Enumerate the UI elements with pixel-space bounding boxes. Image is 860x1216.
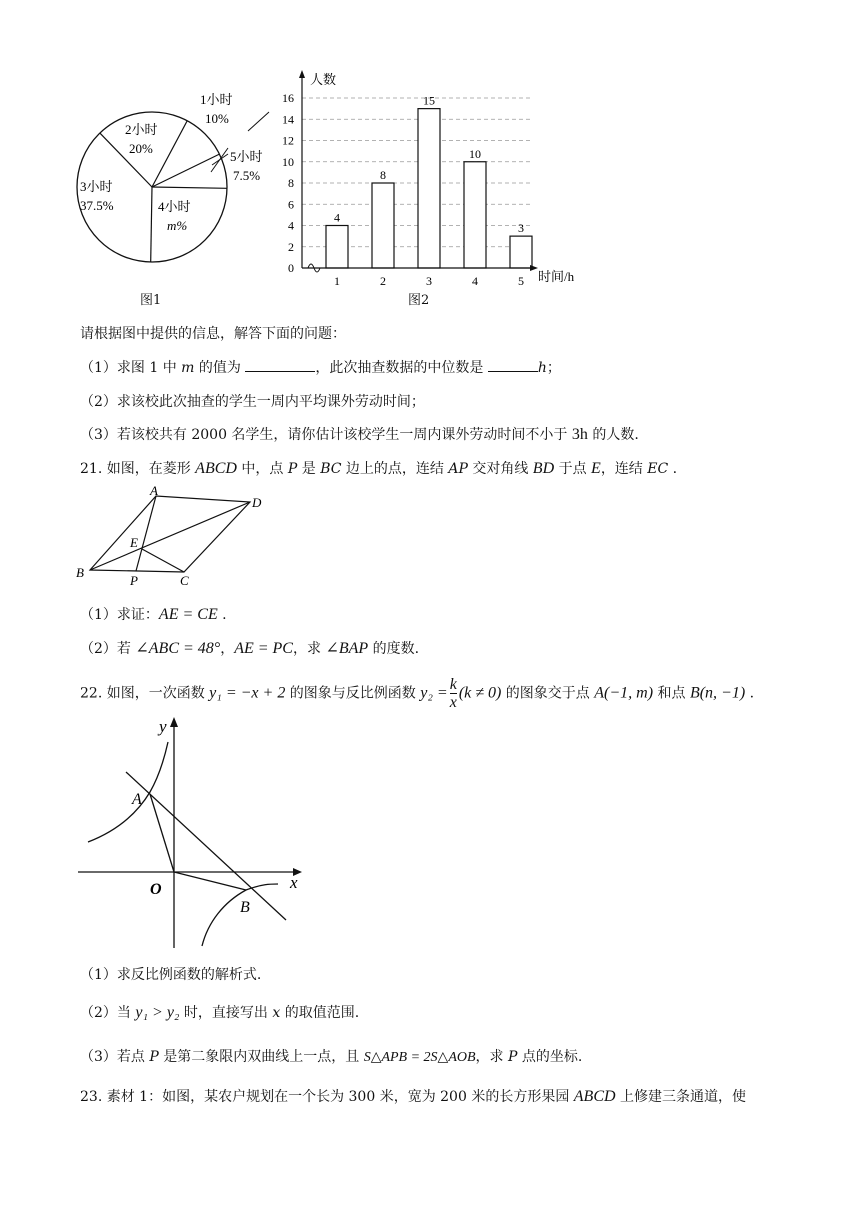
q20-part1 [80, 357, 561, 377]
ytick-2: 2 [288, 239, 294, 254]
q22-s2-m: y₁ > y₂ [135, 1004, 180, 1021]
q22-frac-den: x [449, 694, 457, 711]
q22-part1: （1）求反比例函数的解析式. [80, 967, 262, 983]
q22-frac-num: k [449, 676, 457, 693]
segment-OB [174, 872, 246, 890]
q23-abcd: ABCD [573, 1088, 616, 1105]
rhombus-abcd [90, 496, 250, 572]
x-axis-arrow [530, 265, 538, 271]
graph-label-y: y [159, 717, 167, 736]
q21-s1-b: . [217, 607, 227, 623]
q22-t2: 的图象交于点 [501, 685, 595, 702]
ytick-6: 6 [288, 197, 294, 212]
q20-blank-2[interactable] [488, 357, 538, 372]
pie-pct-4h: m% [167, 218, 188, 233]
q21-t4: 交对角线 [467, 461, 533, 477]
diagonal-bd [90, 502, 250, 570]
q20-part2: （2）求该校此次抽查的学生一周内平均课外劳动时间； [80, 394, 425, 410]
q22-ptA: A(−1, m) [594, 684, 654, 702]
rhombus-diagram [74, 484, 274, 590]
graph-label-B: B [240, 899, 250, 916]
q21-s2-m1: ∠ABC = 48° [135, 640, 221, 657]
bar-caption: 图2 [408, 293, 430, 308]
q22-part3 [80, 1046, 582, 1066]
q21-s2-m3: ∠BAP [325, 640, 369, 657]
q22-s2-c: 的取值范围. [280, 1005, 360, 1021]
bar-ytick-labels [282, 91, 294, 275]
pie-label-5h: 5小时 [230, 149, 263, 164]
q23-stem [80, 1086, 746, 1106]
pie-caption: 图1 [140, 293, 162, 308]
ytick-4: 4 [288, 218, 294, 233]
q21-ap: AP [448, 461, 468, 477]
bar-bars [326, 109, 532, 268]
pie-label-1h: 1小时 [200, 92, 233, 107]
bar-chart [280, 68, 590, 286]
graph-y-arrow [170, 717, 178, 727]
q21-t2: 是 [297, 461, 321, 477]
q22-ptB: B(n, −1) [689, 684, 746, 702]
bar-value-4: 10 [469, 146, 481, 161]
q21-s1-a: （1）求证： [80, 607, 159, 623]
graph-label-A: A [132, 791, 142, 808]
pie-label-2h: 2小时 [125, 122, 158, 137]
graph-label-O: O [150, 881, 162, 898]
q21-t6: ，连结 [600, 461, 648, 477]
hyperbola-branch-2 [88, 742, 168, 842]
leader-1h [248, 112, 269, 131]
q22-s3-d: 点的坐标. [517, 1049, 583, 1065]
q22-s2-x: x [272, 1005, 281, 1021]
q23-a: 23. 素材 1：如图，某农户规划在一个长为 300 米，宽为 200 米的长方形果园 [80, 1089, 574, 1105]
q22-fraction [450, 676, 457, 711]
q22-t4: . [745, 685, 755, 702]
q21-s2-d: 的度数. [368, 641, 420, 657]
q21-t3: 边上的点，连结 [341, 461, 449, 477]
q20-p1-h: h [537, 360, 547, 376]
pie-pct-3h: 37.5% [80, 198, 114, 213]
q20-part3 [80, 424, 639, 444]
xtick-3: 3 [426, 274, 432, 286]
xtick-5: 5 [518, 274, 524, 286]
q22-t3: 和点 [653, 685, 690, 702]
pie-chart [72, 82, 282, 282]
q20-p3-b: 的人数. [587, 427, 639, 443]
bar-ylabel: 人数 [310, 72, 337, 87]
q21-s1-m: AE = CE [158, 606, 218, 623]
q21-bc: BC [320, 461, 342, 477]
q23-b: 上修建三条通道，使 [615, 1089, 746, 1105]
xtick-4: 4 [472, 274, 478, 286]
q20-blank-1[interactable] [245, 357, 315, 372]
q22-n: 22. 如图，一次函数 [80, 685, 210, 702]
bar-2 [372, 183, 394, 268]
q20-p1-d: ； [546, 360, 561, 376]
q21-s2-b: ， [220, 641, 235, 657]
q21-s2-c: ，求 [292, 641, 326, 657]
q20-p1-m: m [181, 360, 195, 376]
ytick-10: 10 [282, 154, 294, 169]
q22-y1: y₁ = −x + 2 [209, 684, 286, 702]
label-A: A [150, 484, 158, 498]
bar-xlabel: 时间/h [538, 269, 575, 284]
label-C: C [180, 573, 189, 588]
q21-ec: EC [647, 461, 669, 477]
q21-abcd: ABCD [195, 460, 237, 477]
q22-stem [80, 676, 754, 711]
q21-bd: BD [532, 460, 555, 477]
xtick-1: 1 [334, 274, 340, 286]
label-B: B [76, 565, 84, 580]
xtick-2: 2 [380, 274, 386, 286]
q22-part2 [80, 1002, 359, 1022]
q22-s3-b: 是第二象限内双曲线上一点，且 [158, 1049, 364, 1065]
pie-label-3h: 3小时 [80, 179, 113, 194]
pie-label-4h: 4小时 [158, 199, 191, 214]
graph-label-x: x [290, 873, 298, 892]
q21-p: P [287, 461, 298, 477]
q22-s3-a: （3）若点 [80, 1049, 150, 1065]
q21-s2-m2: AE = PC [234, 640, 293, 657]
q22-y2: y₂ = [420, 684, 448, 702]
q21-e: E [591, 460, 601, 477]
bar-1 [326, 226, 348, 269]
bar-xtick-labels [334, 274, 524, 286]
bar-value-2: 8 [380, 168, 386, 182]
ytick-8: 8 [288, 176, 294, 190]
q22-s3-p2: P [508, 1049, 518, 1065]
function-graph [74, 712, 314, 952]
bar-4 [464, 162, 486, 268]
q21-part2 [80, 638, 419, 658]
bar-value-5: 3 [518, 221, 524, 236]
label-E: E [130, 535, 138, 550]
q22-s2-a: （2）当 [80, 1005, 136, 1021]
bar-3 [418, 109, 440, 268]
label-P: P [130, 573, 138, 588]
q21-n: 21. 如图，在菱形 [80, 461, 196, 477]
q20-p1-c: ，此次抽查数据的中位数是 [315, 360, 488, 376]
q20-intro: 请根据图中提供的信息，解答下面的问题： [80, 326, 346, 342]
ytick-16: 16 [282, 91, 294, 105]
ytick-0: 0 [288, 261, 294, 275]
q21-stem [80, 458, 677, 478]
pie-pct-1h: 10% [205, 111, 229, 126]
q22-cond: (k ≠ 0) [458, 684, 502, 702]
label-D: D [252, 495, 262, 510]
q21-t7: . [668, 461, 678, 477]
bar-value-1: 4 [334, 210, 340, 225]
ytick-14: 14 [282, 112, 294, 127]
q22-t1: 的图象与反比例函数 [285, 685, 421, 702]
pie-pct-5h: 7.5% [233, 168, 261, 183]
q22-s3-m: S△APB = 2S△AOB [363, 1050, 476, 1065]
q21-part1 [80, 604, 227, 624]
bar-5 [510, 236, 532, 268]
q22-s3-c: ，求 [475, 1049, 508, 1065]
q22-s3-p: P [149, 1049, 159, 1065]
y-axis-arrow [299, 70, 305, 78]
q20-p1-b: 的值为 [194, 360, 246, 376]
ytick-12: 12 [282, 133, 294, 148]
q21-t5: 于点 [554, 461, 592, 477]
q21-s2-a: （2）若 [80, 641, 136, 657]
q20-p3-v: 3h [571, 426, 588, 443]
segment-ec [142, 549, 184, 572]
q21-t1: 中，点 [236, 461, 288, 477]
q22-s2-b: 时，直接写出 [179, 1005, 273, 1021]
q20-p3-a: （3）若该校共有 2000 名学生，请你估计该校学生一周内课外劳动时间不小于 [80, 427, 572, 443]
bar-value-3: 15 [423, 93, 435, 108]
pie-pct-2h: 20% [129, 141, 153, 156]
q20-p1-a: （1）求图 1 中 [80, 360, 182, 376]
